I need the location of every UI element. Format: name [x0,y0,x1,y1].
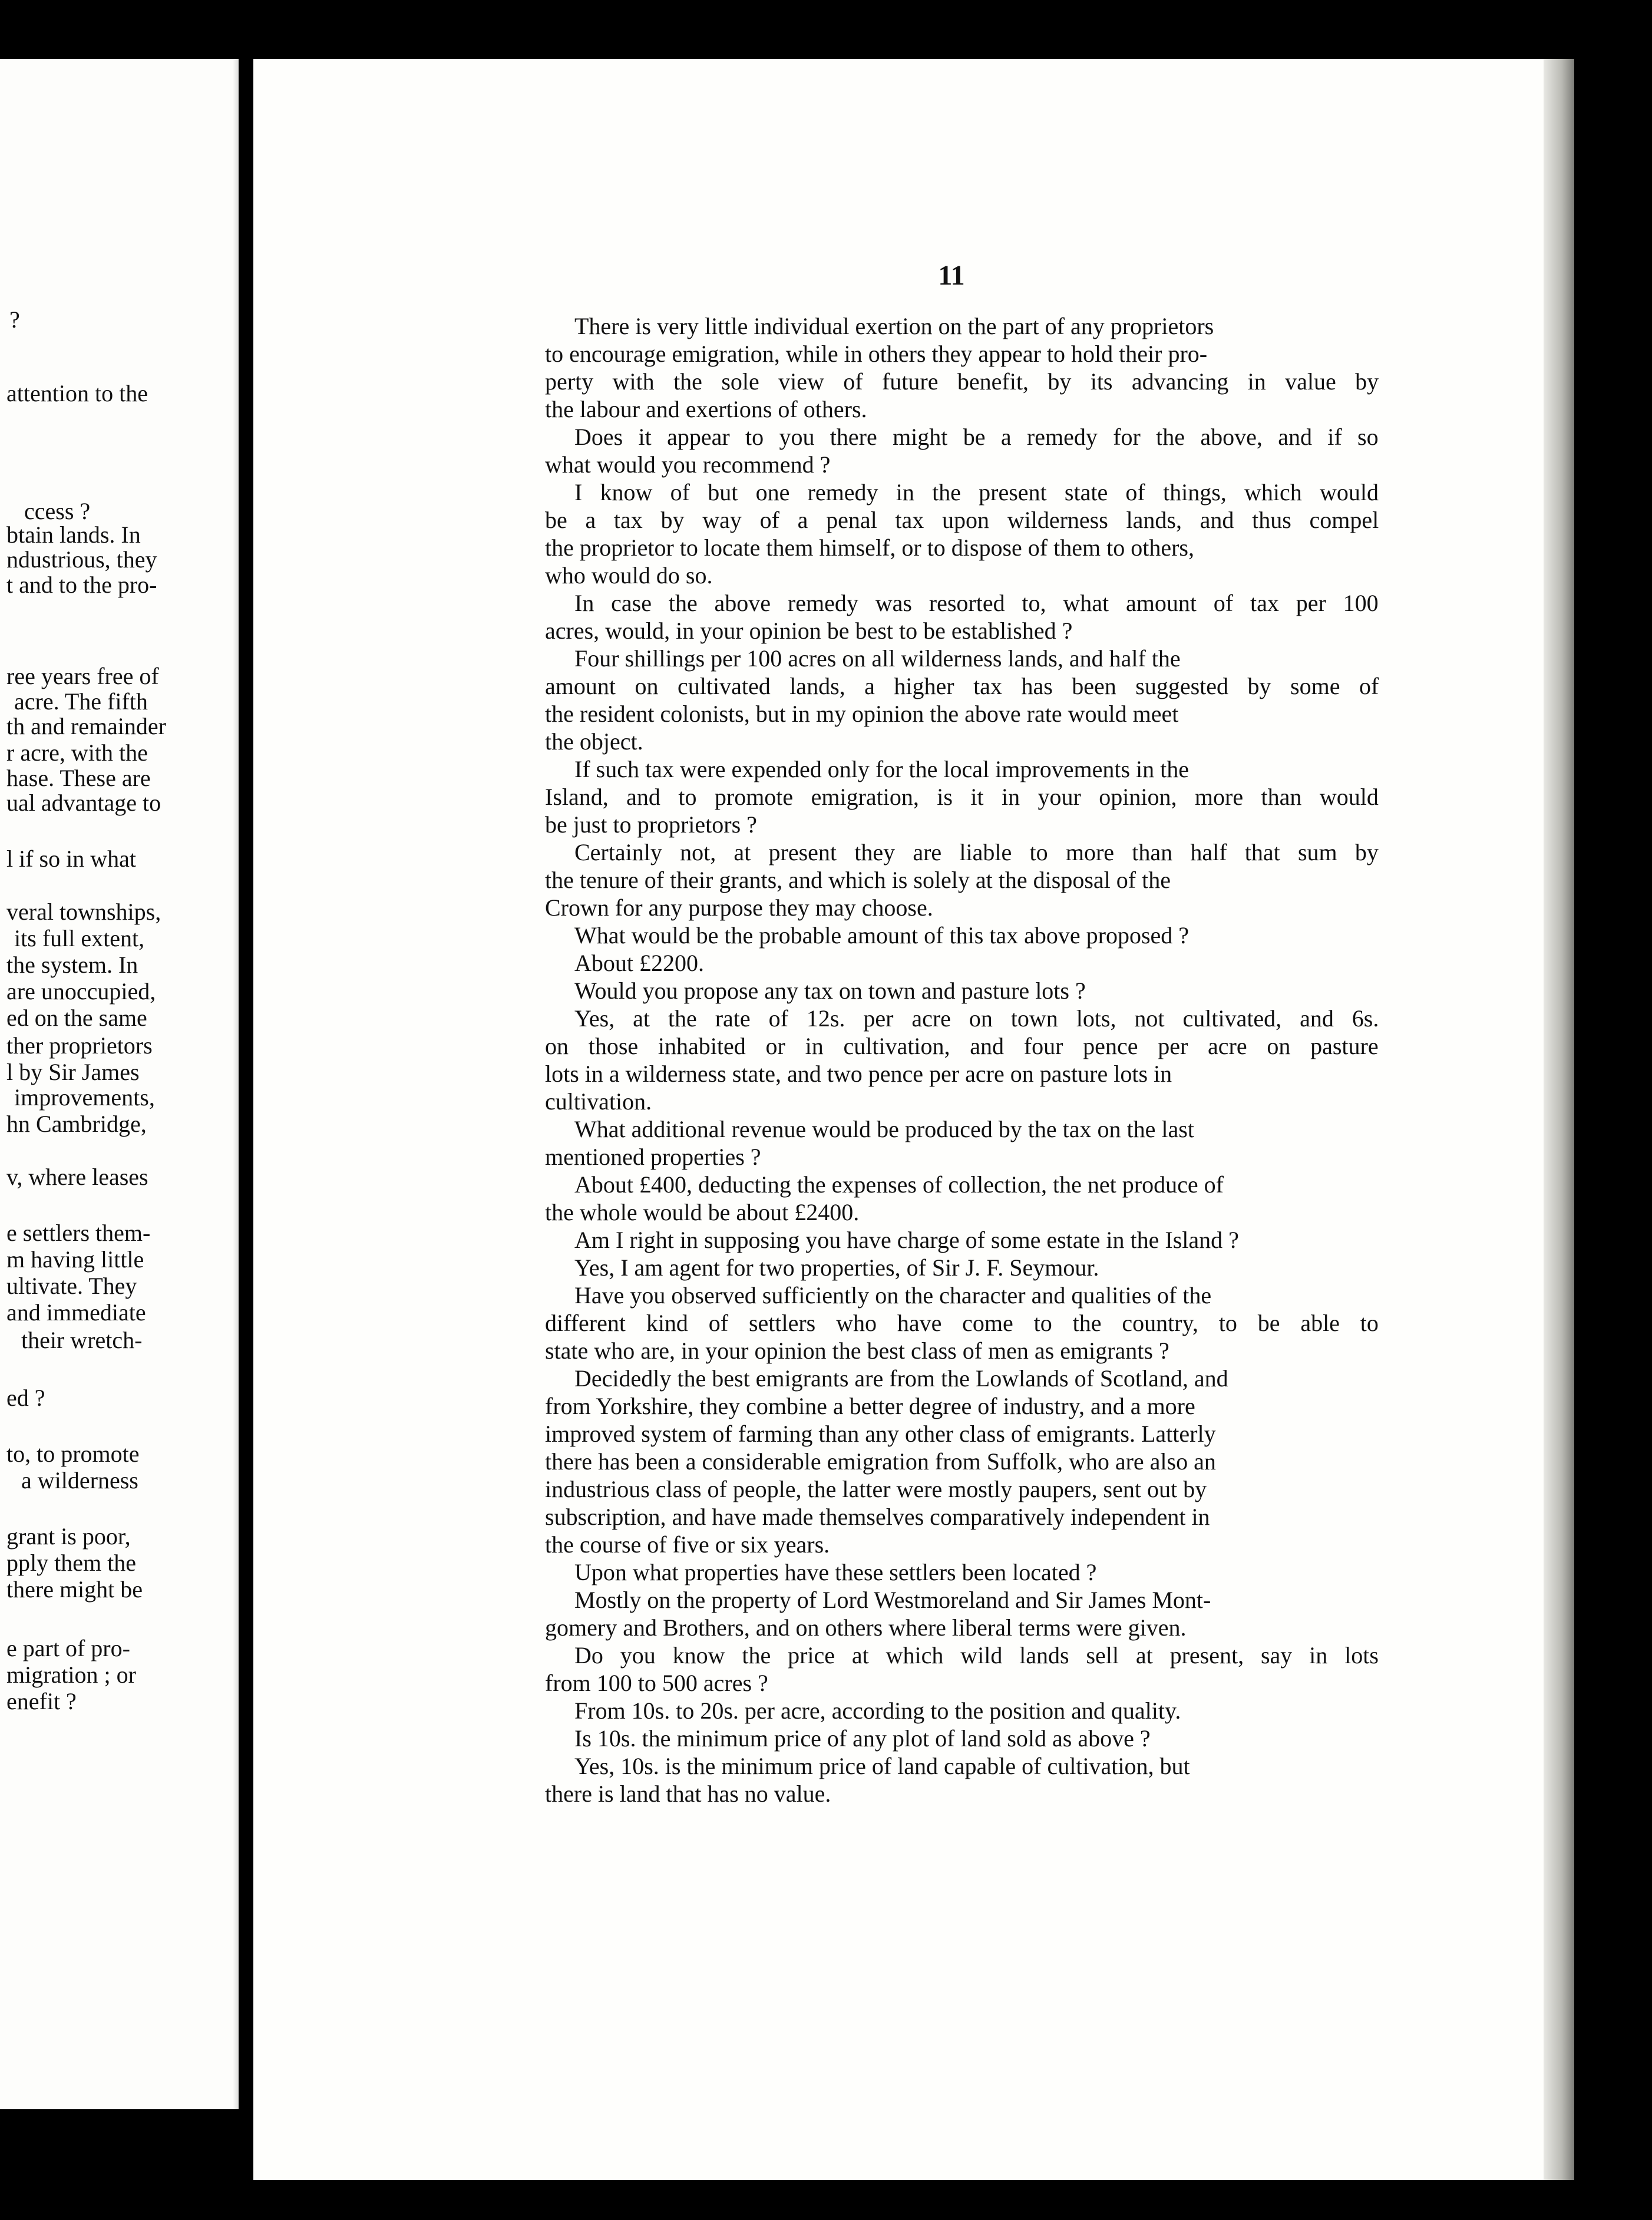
left-text-line: hase. These are [6,765,151,791]
text-line: Yes, at the rate of 12s. per acre on town lots, not cultivated, and 6s. [574,1005,1379,1032]
page-number: 11 [938,260,965,291]
text-line: the course of five or six years. [545,1531,830,1558]
left-text-line: th and remainder [6,713,166,739]
text-line: acres, would, in your opinion be best to be established ? [545,617,1073,644]
left-text-line: ual advantage to [6,789,161,816]
left-text-line: hn Cambridge, [6,1111,147,1137]
left-text-line: its full extent, [14,925,145,952]
left-text-line: ccess ? [24,498,91,524]
text-line: different kind of settlers who have come to the country, to be able to [545,1310,1379,1336]
left-text-line: r acre, with the [6,739,148,766]
text-line: Have you observed sufficiently on the character and qualities of the [574,1282,1212,1309]
left-text-line: m having little [6,1246,144,1273]
text-line: who would do so. [545,562,713,589]
left-text-line: ? [9,306,20,333]
left-facing-page [0,59,239,2109]
text-line: Upon what properties have these settlers been located ? [574,1559,1097,1585]
left-text-line: btain lands. In [6,521,141,548]
left-text-line: the system. In [6,952,138,978]
text-line: What would be the probable amount of this tax above proposed ? [574,922,1190,949]
text-line: there has been a considerable emigration from Suffolk, who are also an [545,1448,1216,1475]
left-text-line: their wretch- [21,1327,143,1353]
text-line: About £400, deducting the expenses of collection, the net produce of [574,1171,1224,1198]
text-line: Crown for any purpose they may choose. [545,894,933,921]
text-line: Certainly not, at present they are liable to more than half that sum by [574,839,1379,865]
text-line: gomery and Brothers, and on others where liberal terms were given. [545,1614,1187,1641]
left-text-line: ed ? [6,1385,45,1411]
text-line: About £2200. [574,950,704,976]
text-line: Am I right in supposing you have charge of some estate in the Island ? [574,1227,1239,1253]
left-text-line: ed on the same [6,1005,147,1031]
text-line: Decidedly the best emigrants are from the Lowlands of Scotland, and [574,1365,1228,1392]
text-line: from Yorkshire, they combine a better degree of industry, and a more [545,1393,1195,1419]
text-line: on those inhabited or in cultivation, and four pence per acre on pasture [545,1033,1379,1059]
text-line: What additional revenue would be produced by the tax on the last [574,1116,1194,1142]
text-line: the resident colonists, but in my opinion the above rate would meet [545,701,1179,727]
text-line: I know of but one remedy in the present state of things, which would [574,479,1379,506]
text-line: from 100 to 500 acres ? [545,1670,768,1696]
text-line: Island, and to promote emigration, is it in your opinion, more than would [545,784,1379,810]
text-line: Does it appear to you there might be a remedy for the above, and if so [574,424,1379,450]
left-text-line: l by Sir James [6,1059,140,1085]
gutter-shadow [233,59,239,2109]
left-text-line: there might be [6,1576,143,1603]
text-line: lots in a wilderness state, and two pence per acre on pasture lots in [545,1061,1172,1087]
text-line: From 10s. to 20s. per acre, according to the position and quality. [574,1697,1181,1724]
text-line: Would you propose any tax on town and pasture lots ? [574,977,1086,1004]
text-line: the proprietor to locate them himself, or to dispose of them to others, [545,534,1194,561]
left-text-line: and immediate [6,1299,146,1326]
left-text-line: e part of pro- [6,1635,130,1661]
left-text-line: ultivate. They [6,1273,137,1299]
page-edge [1544,59,1574,2180]
left-text-line: veral townships, [6,898,161,925]
text-line: the whole would be about £2400. [545,1199,860,1225]
text-line: amount on cultivated lands, a higher tax has been suggested by some of [545,673,1379,699]
text-line: state who are, in your opinion the best class of men as emigrants ? [545,1337,1169,1364]
left-text-line: ther proprietors [6,1032,153,1059]
left-text-line: grant is poor, [6,1523,131,1550]
text-line: Do you know the price at which wild lands sell at present, say in lots [574,1642,1379,1669]
text-line: the tenure of their grants, and which is solely at the disposal of the [545,867,1171,893]
left-text-line: l if so in what [6,845,136,872]
left-text-line: to, to promote [6,1441,140,1467]
text-line: Mostly on the property of Lord Westmoreland and Sir James Mont- [574,1587,1211,1613]
text-line: Four shillings per 100 acres on all wilderness lands, and half the [574,645,1181,672]
text-line: improved system of farming than any other class of emigrants. Latterly [545,1420,1216,1447]
text-line: subscription, and have made themselves comparatively independent in [545,1504,1210,1530]
left-text-line: improvements, [14,1084,155,1111]
text-line: mentioned properties ? [545,1144,761,1170]
left-text-line: pply them the [6,1550,136,1576]
text-line: industrious class of people, the latter were mostly paupers, sent out by [545,1476,1207,1502]
text-line: there is land that has no value. [545,1780,831,1807]
left-text-line: acre. The fifth [14,688,148,715]
left-text-line: attention to the [6,380,148,407]
text-line: Yes, I am agent for two properties, of Sir J. F. Seymour. [574,1254,1099,1281]
text-line: the labour and exertions of others. [545,396,867,422]
text-line: to encourage emigration, while in others they appear to hold their pro- [545,341,1208,367]
left-text-line: are unoccupied, [6,978,156,1005]
text-line: cultivation. [545,1088,652,1115]
text-line: what would you recommend ? [545,451,831,478]
left-text-line: migration ; or [6,1661,136,1688]
text-line: be just to proprietors ? [545,811,757,838]
text-line: the object. [545,728,643,755]
text-line: Yes, 10s. is the minimum price of land capable of cultivation, but [574,1753,1190,1779]
left-text-line: v, where leases [6,1164,148,1190]
text-line: There is very little individual exertion on the part of any proprietors [574,313,1214,339]
right-page [253,59,1544,2180]
left-text-line: e settlers them- [6,1220,151,1246]
left-text-line: a wilderness [21,1467,138,1494]
left-text-line: enefit ? [6,1688,77,1714]
text-line: Is 10s. the minimum price of any plot of land sold as above ? [574,1725,1151,1752]
left-text-line: ree years free of [6,663,159,689]
left-text-line: ndustrious, they [6,546,157,573]
text-line: If such tax were expended only for the local improvements in the [574,756,1189,782]
left-text-line: t and to the pro- [6,571,157,598]
text-line: be a tax by way of a penal tax upon wilderness lands, and thus compel [545,507,1379,533]
text-line: In case the above remedy was resorted to, what amount of tax per 100 [574,590,1379,616]
text-line: perty with the sole view of future benefit, by its advancing in value by [545,368,1379,395]
